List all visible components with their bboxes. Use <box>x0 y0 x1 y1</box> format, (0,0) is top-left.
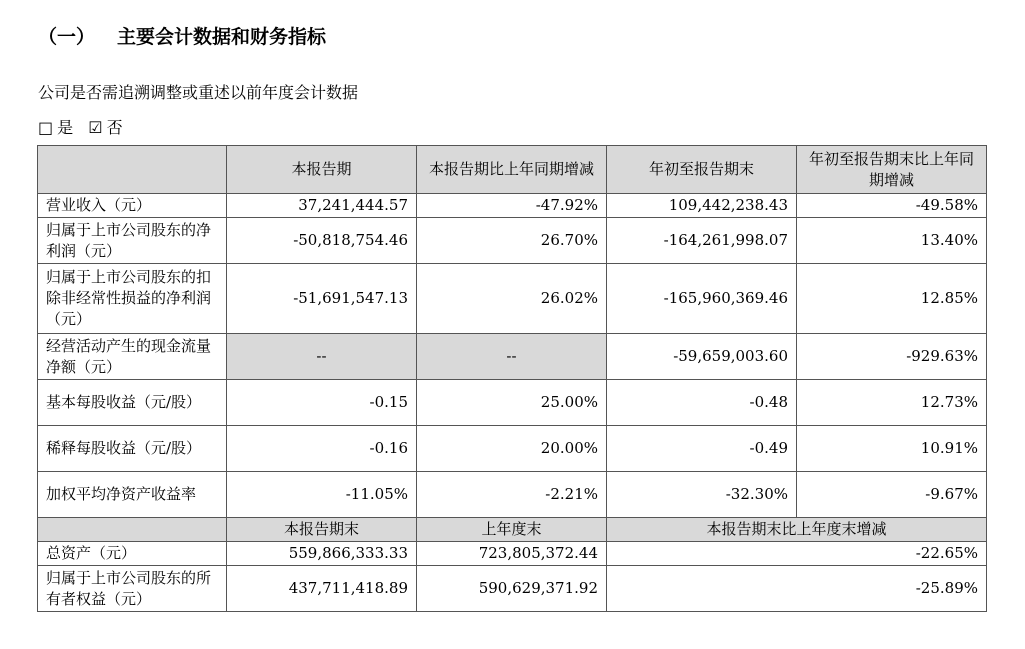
table-cell: 559,866,333.33 <box>227 542 417 566</box>
table-row <box>38 566 987 612</box>
table-cell: -929.63% <box>797 334 987 380</box>
table-cell: -32.30% <box>607 472 797 518</box>
row-label: 归属于上市公司股东的净利润（元） <box>38 218 227 264</box>
table-row <box>38 472 987 518</box>
table-header-row <box>38 146 987 194</box>
financial-data-table <box>37 145 987 612</box>
table-cell: 10.91% <box>797 426 987 472</box>
table-cell: -47.92% <box>417 194 607 218</box>
header-cell: 本报告期末比上年度末增减 <box>607 518 987 542</box>
checkbox-unchecked-icon[interactable]: □ <box>38 118 54 137</box>
option-yes-label: 是 <box>57 118 74 137</box>
table-cell: -164,261,998.07 <box>607 218 797 264</box>
row-label: 加权平均净资产收益率 <box>38 472 227 518</box>
table-cell: -0.48 <box>607 380 797 426</box>
table-cell: 20.00% <box>417 426 607 472</box>
table-cell: -50,818,754.46 <box>227 218 417 264</box>
section-title <box>38 22 326 49</box>
restate-question: 公司是否需追溯调整或重述以前年度会计数据 <box>38 83 359 102</box>
table-cell: -2.21% <box>417 472 607 518</box>
row-label: 营业收入（元） <box>38 194 227 218</box>
header-cell: 本报告期 <box>227 146 417 194</box>
table-cell: -51,691,547.13 <box>227 264 417 334</box>
table-row <box>38 380 987 426</box>
table-cell: -49.58% <box>797 194 987 218</box>
row-label: 经营活动产生的现金流量净额（元） <box>38 334 227 380</box>
row-label: 稀释每股收益（元/股） <box>38 426 227 472</box>
option-no-label: 否 <box>106 118 123 137</box>
header-cell: 上年度末 <box>417 518 607 542</box>
table-cell: 437,711,418.89 <box>227 566 417 612</box>
table-row <box>38 264 987 334</box>
table-cell: 12.73% <box>797 380 987 426</box>
table-row <box>38 334 987 380</box>
table-row <box>38 542 987 566</box>
row-label: 归属于上市公司股东的所有者权益（元） <box>38 566 227 612</box>
table-row <box>38 218 987 264</box>
checkbox-checked-icon[interactable]: ☑ <box>88 118 103 137</box>
table-cell: 12.85% <box>797 264 987 334</box>
header-cell <box>38 146 227 194</box>
table-cell: 13.40% <box>797 218 987 264</box>
table-cell: -- <box>417 334 607 380</box>
header-cell: 本报告期末 <box>227 518 417 542</box>
table-cell: -- <box>227 334 417 380</box>
table-cell: -22.65% <box>607 542 987 566</box>
section-heading: 主要会计数据和财务指标 <box>117 26 327 48</box>
table-row <box>38 194 987 218</box>
header-cell: 年初至报告期末比上年同期增减 <box>797 146 987 194</box>
table-cell: 26.70% <box>417 218 607 264</box>
table-cell: -0.16 <box>227 426 417 472</box>
table-cell: -0.49 <box>607 426 797 472</box>
row-label: 总资产（元） <box>38 542 227 566</box>
row-label: 归属于上市公司股东的扣除非经常性损益的净利润（元） <box>38 264 227 334</box>
table-cell: -0.15 <box>227 380 417 426</box>
table-cell: -165,960,369.46 <box>607 264 797 334</box>
restate-options <box>38 115 127 138</box>
table-cell: 723,805,372.44 <box>417 542 607 566</box>
table-cell: 590,629,371.92 <box>417 566 607 612</box>
row-label: 基本每股收益（元/股） <box>38 380 227 426</box>
header-cell: 年初至报告期末 <box>607 146 797 194</box>
table-cell: 37,241,444.57 <box>227 194 417 218</box>
table-subheader-row <box>38 518 987 542</box>
table-cell: 25.00% <box>417 380 607 426</box>
section-number: （一） <box>38 26 96 48</box>
table-cell: 109,442,238.43 <box>607 194 797 218</box>
table-cell: -11.05% <box>227 472 417 518</box>
table-cell: 26.02% <box>417 264 607 334</box>
header-cell <box>38 518 227 542</box>
table-cell: -9.67% <box>797 472 987 518</box>
table-row <box>38 426 987 472</box>
header-cell: 本报告期比上年同期增减 <box>417 146 607 194</box>
table-cell: -59,659,003.60 <box>607 334 797 380</box>
table-cell: -25.89% <box>607 566 987 612</box>
